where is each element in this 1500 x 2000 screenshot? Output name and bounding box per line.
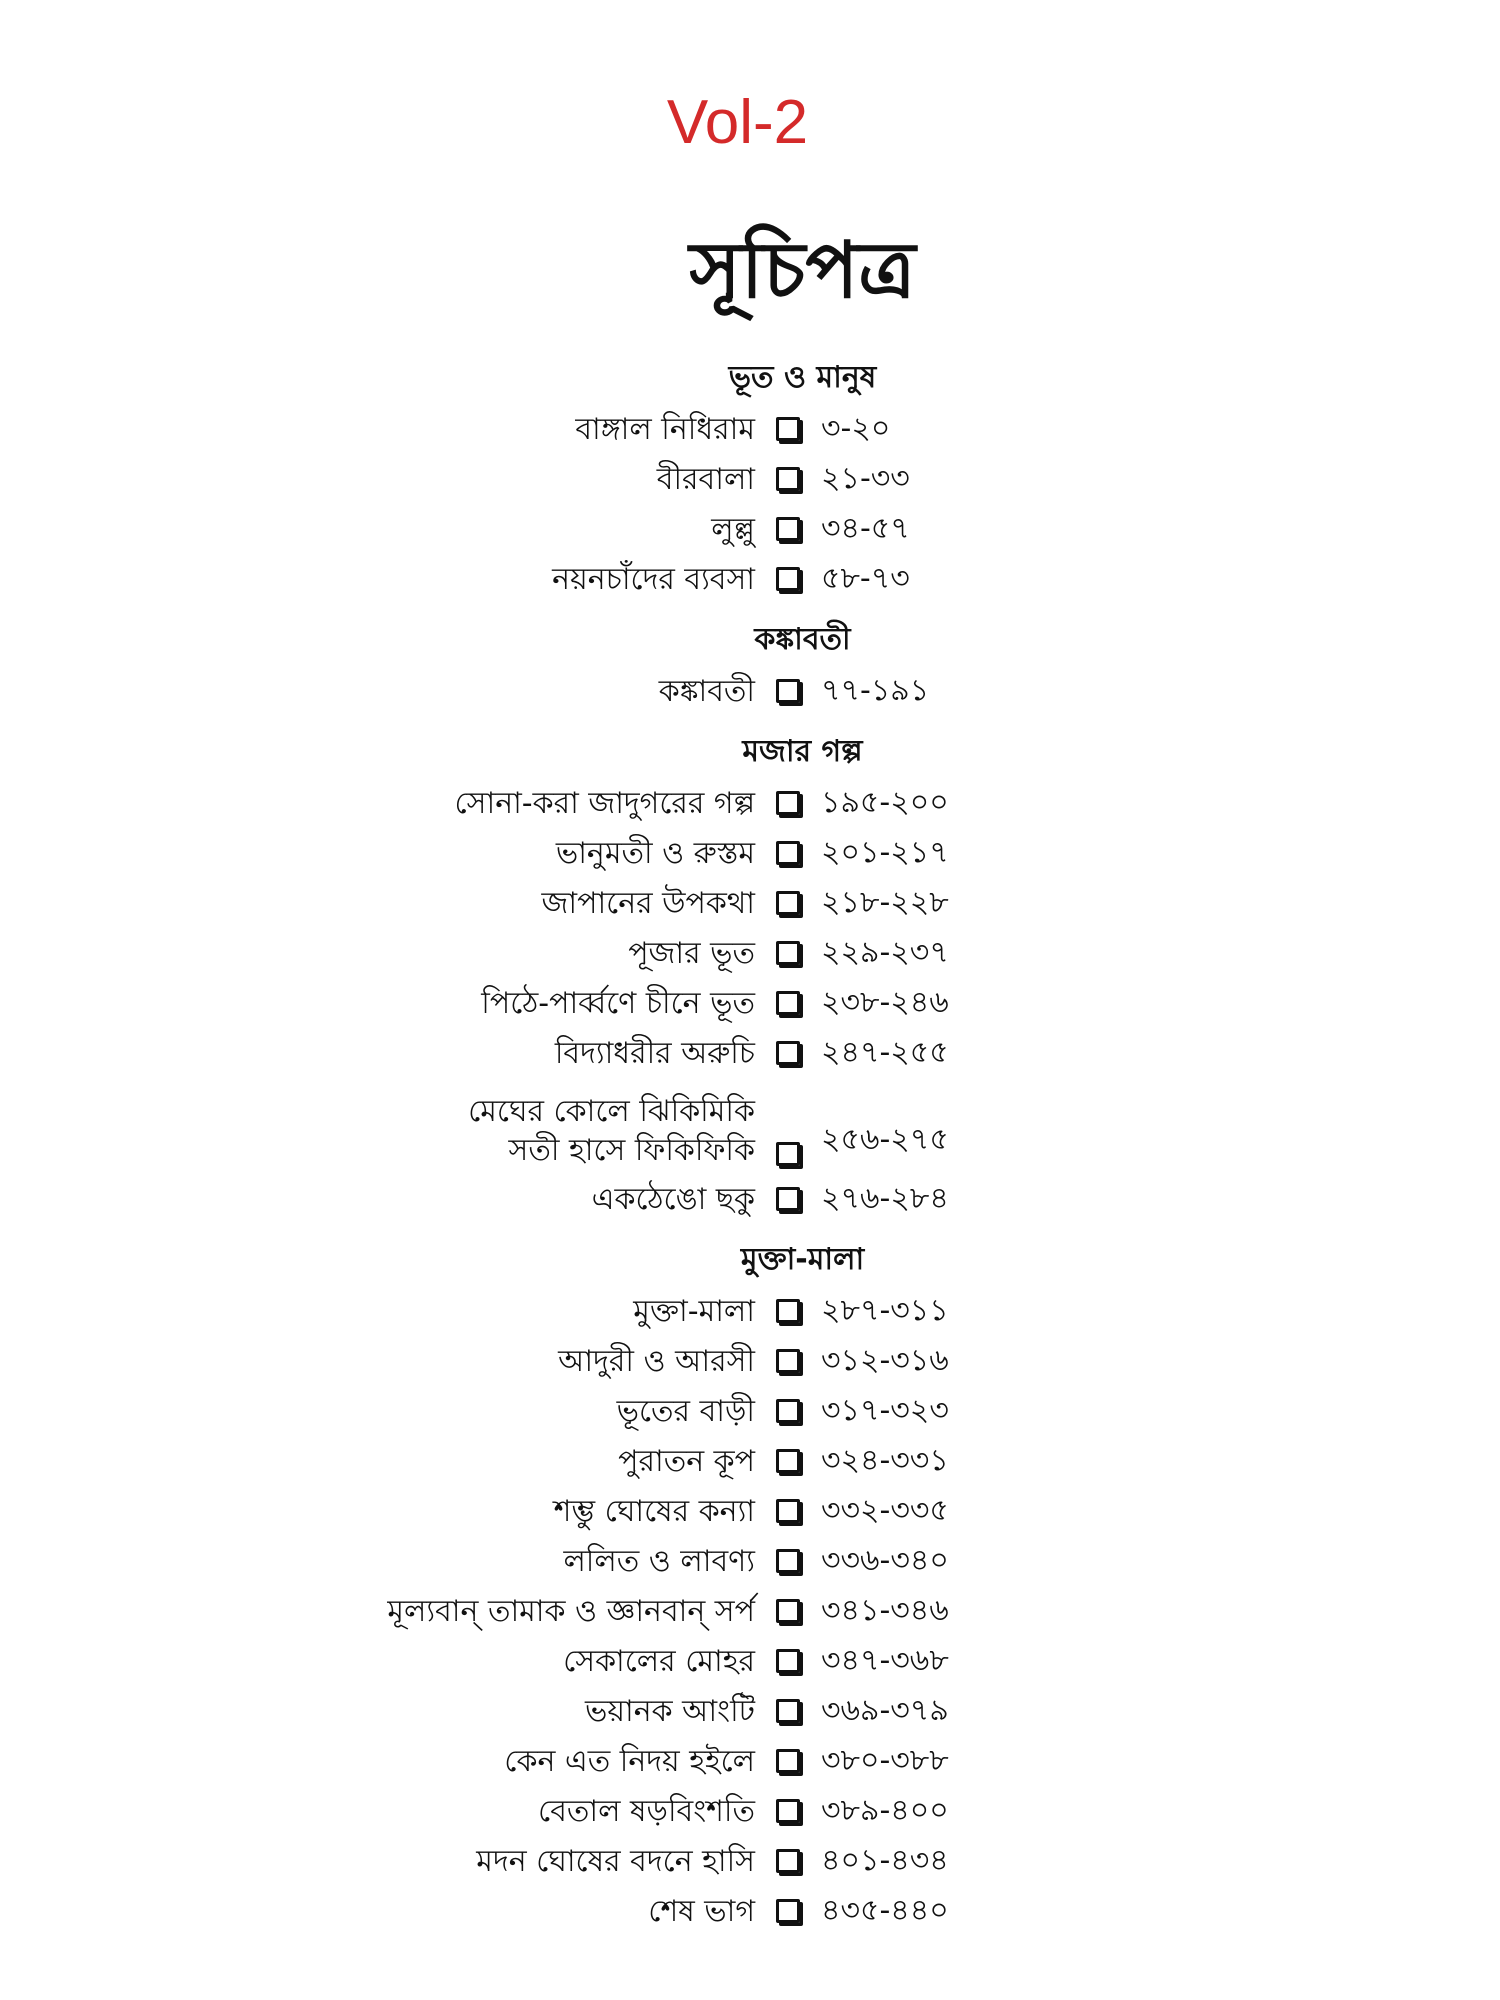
entry-pages: ৩-২০ bbox=[821, 410, 891, 446]
toc-entry bbox=[0, 454, 1500, 504]
toc-entry bbox=[0, 1286, 1500, 1336]
entry-title bbox=[0, 1742, 755, 1781]
toc-entry bbox=[0, 978, 1500, 1028]
entry-pages: ৩৩৬-৩৪০ bbox=[821, 1542, 949, 1578]
entry-title-line: ভূতের বাড়ী bbox=[616, 1393, 755, 1429]
entry-title bbox=[0, 560, 755, 599]
section-heading: মজার গল্প bbox=[742, 734, 863, 769]
entry-title-line: কঙ্কাবতী bbox=[658, 673, 755, 709]
entry-pages: ৩২৪-৩৩১ bbox=[821, 1442, 949, 1478]
entry-title-line: মেঘের কোলে ঝিকিমিকি bbox=[468, 1094, 755, 1129]
entry-title bbox=[0, 834, 755, 873]
entry-pages: ১৯৫-২০০ bbox=[821, 784, 949, 820]
checkbox-icon bbox=[776, 417, 800, 441]
entry-title-line: শম্ভু ঘোষের কন্যা bbox=[553, 1493, 755, 1529]
checkbox-icon bbox=[776, 679, 800, 703]
entry-title bbox=[0, 1092, 755, 1170]
checkbox-icon bbox=[776, 1699, 800, 1723]
entry-pages: ২১৮-২২৮ bbox=[821, 884, 949, 920]
entry-title bbox=[0, 884, 755, 923]
checkbox-icon bbox=[776, 1449, 800, 1473]
entry-pages: ৪৩৫-৪৪০ bbox=[821, 1892, 949, 1928]
entry-pages: ৩৩২-৩৩৫ bbox=[821, 1492, 949, 1528]
checkbox-icon bbox=[776, 467, 800, 491]
entry-title-line: ললিত ও লাবণ্য bbox=[563, 1543, 755, 1579]
entry-title bbox=[0, 1892, 755, 1931]
entry-title-line: বিদ্যাধরীর অরুচি bbox=[554, 1035, 755, 1071]
entry-title bbox=[0, 984, 755, 1023]
entry-title-line: একঠেঙো ছকু bbox=[591, 1181, 755, 1217]
section-heading: ভূত ও মানুষ bbox=[728, 360, 877, 395]
checkbox-icon bbox=[776, 1799, 800, 1823]
checkbox-icon bbox=[776, 1349, 800, 1373]
checkbox-icon bbox=[776, 1142, 800, 1166]
toc-entry bbox=[0, 1736, 1500, 1786]
entry-title-line: বেতাল ষড়বিংশতি bbox=[538, 1793, 755, 1829]
toc-entry bbox=[0, 1486, 1500, 1536]
entry-title-line: মূল্যবান্ তামাক ও জ্ঞানবান্ সর্প bbox=[387, 1593, 755, 1629]
entry-pages: ৩৮৯-৪০০ bbox=[821, 1792, 949, 1828]
entry-title-line: জাপানের উপকথা bbox=[541, 885, 755, 921]
entry-title bbox=[0, 1692, 755, 1731]
toc-entry bbox=[0, 504, 1500, 554]
entry-title-line: বীরবালা bbox=[656, 461, 755, 497]
entry-title-line: মদন ঘোষের বদনে হাসি bbox=[476, 1843, 755, 1879]
toc-entry bbox=[0, 1436, 1500, 1486]
entry-title-line: বাঙ্গাল নিধিরাম bbox=[575, 411, 755, 447]
entry-title-line: ভানুমতী ও রুস্তম bbox=[555, 835, 755, 871]
entry-title bbox=[0, 1180, 755, 1219]
entry-title bbox=[0, 784, 755, 823]
entry-pages: ২১-৩৩ bbox=[821, 460, 910, 496]
entry-pages: ৩৮০-৩৮৮ bbox=[821, 1742, 949, 1778]
entry-title bbox=[0, 1342, 755, 1381]
entry-pages: ৫৮-৭৩ bbox=[821, 560, 910, 596]
entry-pages: ২৩৮-২৪৬ bbox=[821, 984, 949, 1020]
toc-entry bbox=[0, 1336, 1500, 1386]
entry-title-line: সোনা-করা জাদুগরের গল্প bbox=[454, 785, 755, 821]
entry-pages: ৩৪১-৩৪৬ bbox=[821, 1592, 949, 1628]
entry-title-line: পিঠে-পার্ব্বণে চীনে ভূত bbox=[481, 985, 755, 1021]
entry-title-line: সতী হাসে ফিকিফিকি bbox=[508, 1133, 755, 1168]
checkbox-icon bbox=[776, 1187, 800, 1211]
entry-title bbox=[0, 460, 755, 499]
checkbox-icon bbox=[776, 1849, 800, 1873]
entry-pages: ২৪৭-২৫৫ bbox=[821, 1034, 949, 1070]
toc-entry bbox=[0, 1536, 1500, 1586]
checkbox-icon bbox=[776, 517, 800, 541]
entry-title bbox=[0, 1392, 755, 1431]
toc-entry bbox=[0, 1174, 1500, 1224]
entry-title-line: পূজার ভূত bbox=[628, 935, 755, 971]
toc-entry bbox=[0, 1078, 1500, 1174]
toc-title: সূচিপত্র bbox=[689, 225, 916, 316]
toc-entry bbox=[0, 828, 1500, 878]
toc-entry bbox=[0, 928, 1500, 978]
entry-pages: ৪০১-৪৩৪ bbox=[821, 1842, 949, 1878]
toc-entry bbox=[0, 1786, 1500, 1836]
entry-title bbox=[0, 1292, 755, 1331]
toc-entry bbox=[0, 1836, 1500, 1886]
toc-entry bbox=[0, 666, 1500, 716]
entry-title-line: আদুরী ও আরসী bbox=[558, 1343, 755, 1379]
toc-entry bbox=[0, 1586, 1500, 1636]
entry-title bbox=[0, 510, 755, 549]
entry-pages: ৭৭-১৯১ bbox=[821, 672, 930, 708]
entry-title bbox=[0, 1442, 755, 1481]
section-heading: কঙ্কাবতী bbox=[754, 622, 851, 657]
entry-title-line: মুক্তা-মালা bbox=[633, 1293, 755, 1329]
checkbox-icon bbox=[776, 1299, 800, 1323]
entry-title bbox=[0, 410, 755, 449]
toc-entry bbox=[0, 878, 1500, 928]
toc-entry bbox=[0, 1028, 1500, 1078]
entry-pages: ৩৪-৫৭ bbox=[821, 510, 910, 546]
checkbox-icon bbox=[776, 1041, 800, 1065]
entry-title bbox=[0, 1792, 755, 1831]
entry-title bbox=[0, 934, 755, 973]
entry-title bbox=[0, 1542, 755, 1581]
checkbox-icon bbox=[776, 1899, 800, 1923]
entry-pages: ২২৯-২৩৭ bbox=[821, 934, 949, 970]
entry-pages: ৩৬৯-৩৭৯ bbox=[821, 1692, 949, 1728]
table-of-contents bbox=[0, 348, 1500, 1936]
entry-pages: ২৮৭-৩১১ bbox=[821, 1292, 949, 1328]
entry-title-line: লুল্লু bbox=[711, 511, 755, 547]
toc-entry bbox=[0, 554, 1500, 604]
entry-title-line: কেন এত নিদয় হইলে bbox=[504, 1743, 755, 1779]
checkbox-icon bbox=[776, 841, 800, 865]
entry-title-line: সেকালের মোহর bbox=[563, 1643, 755, 1679]
entry-pages: ৩১৭-৩২৩ bbox=[821, 1392, 949, 1428]
checkbox-icon bbox=[776, 941, 800, 965]
checkbox-icon bbox=[776, 791, 800, 815]
checkbox-icon bbox=[776, 1399, 800, 1423]
entry-title-line: পুরাতন কূপ bbox=[618, 1443, 755, 1479]
toc-entry bbox=[0, 1886, 1500, 1936]
checkbox-icon bbox=[776, 991, 800, 1015]
checkbox-icon bbox=[776, 891, 800, 915]
entry-title bbox=[0, 1842, 755, 1881]
toc-entry bbox=[0, 1386, 1500, 1436]
checkbox-icon bbox=[776, 1499, 800, 1523]
entry-title bbox=[0, 1034, 755, 1073]
entry-pages: ২০১-২১৭ bbox=[821, 834, 949, 870]
toc-entry bbox=[0, 1636, 1500, 1686]
volume-label: Vol-2 bbox=[666, 88, 809, 157]
entry-pages: ২৭৬-২৮৪ bbox=[821, 1180, 949, 1216]
entry-title bbox=[0, 672, 755, 711]
entry-title-line: নয়নচাঁদের ব্যবসা bbox=[552, 561, 755, 597]
entry-title bbox=[0, 1642, 755, 1681]
section-heading: মুক্তা-মালা bbox=[740, 1242, 865, 1277]
checkbox-icon bbox=[776, 1649, 800, 1673]
entry-title-line: ভয়ানক আংটি bbox=[585, 1693, 755, 1729]
checkbox-icon bbox=[776, 1549, 800, 1573]
entry-pages: ৩৪৭-৩৬৮ bbox=[821, 1642, 949, 1678]
checkbox-icon bbox=[776, 567, 800, 591]
entry-pages: ২৫৬-২৭৫ bbox=[821, 1122, 949, 1157]
toc-entry bbox=[0, 1686, 1500, 1736]
entry-title-line: শেষ ভাগ bbox=[648, 1893, 755, 1929]
entry-pages: ৩১২-৩১৬ bbox=[821, 1342, 949, 1378]
checkbox-icon bbox=[776, 1749, 800, 1773]
entry-title bbox=[0, 1492, 755, 1531]
toc-entry bbox=[0, 404, 1500, 454]
checkbox-icon bbox=[776, 1599, 800, 1623]
toc-entry bbox=[0, 778, 1500, 828]
entry-title bbox=[0, 1592, 755, 1631]
